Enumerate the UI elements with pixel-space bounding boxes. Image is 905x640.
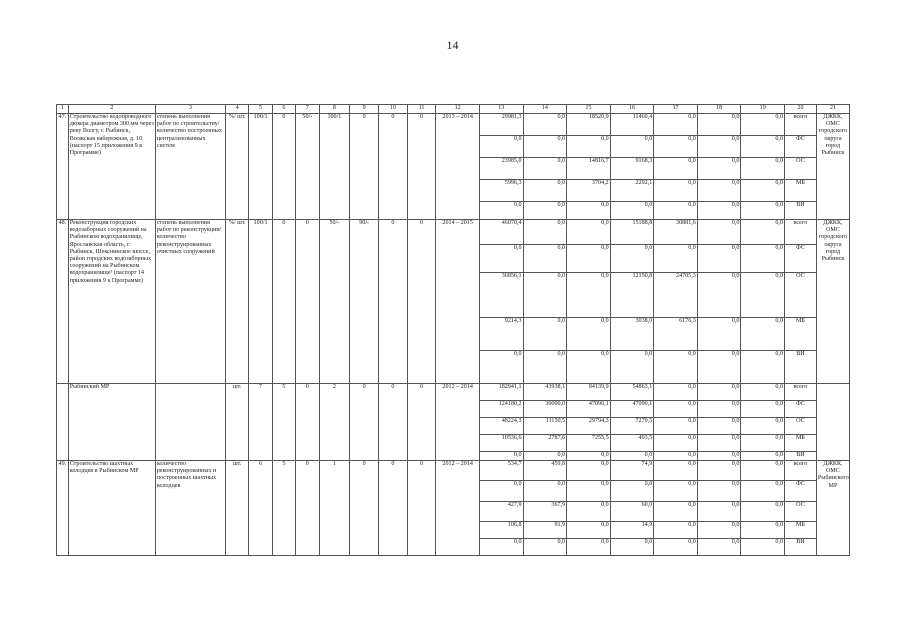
amount-cell: 0,0 bbox=[697, 401, 741, 418]
amount-cell: 367,9 bbox=[523, 502, 567, 522]
amount-cell: 0,0 bbox=[654, 136, 698, 158]
amount-cell: 106,8 bbox=[479, 522, 523, 539]
amount-cell: 7255,5 bbox=[567, 435, 611, 452]
amount-cell: 0,0 bbox=[697, 452, 741, 461]
amount-cell: 0,0 bbox=[567, 502, 611, 522]
amount-cell: 0,0 bbox=[654, 245, 698, 273]
column-number: 2 bbox=[68, 105, 155, 114]
amount-cell: 0,0 bbox=[654, 481, 698, 502]
amount-cell: 0,0 bbox=[567, 522, 611, 539]
amount-cell: 0,0 bbox=[741, 452, 785, 461]
amount-cell: 0,0 bbox=[697, 461, 741, 481]
amount-cell: 0,0 bbox=[567, 539, 611, 556]
amount-cell: 0,0 bbox=[567, 245, 611, 273]
executor-cell: ДЖКК, ОМС Рыбинского МР bbox=[816, 461, 849, 556]
indicator-name: количество реконструированных и построенных шахтных колодцев bbox=[155, 461, 225, 556]
amount-cell: 11460,4 bbox=[610, 114, 654, 136]
amount-cell: 0,0 bbox=[697, 384, 741, 401]
amount-cell: 48224,3 bbox=[479, 418, 523, 435]
amount-cell: 0,0 bbox=[479, 351, 523, 384]
value-col-9: 0 bbox=[350, 114, 379, 220]
funding-source: ФС bbox=[785, 245, 817, 273]
value-col-8: 1 bbox=[319, 461, 350, 556]
row-number: 49. bbox=[57, 461, 69, 556]
value-col-7: 0 bbox=[296, 384, 319, 461]
amount-cell: 0,0 bbox=[741, 136, 785, 158]
value-col-10: 0 bbox=[379, 114, 408, 220]
amount-cell: 0,0 bbox=[567, 481, 611, 502]
value-col-10: 0 bbox=[379, 220, 408, 384]
amount-cell: 0,0 bbox=[610, 452, 654, 461]
amount-cell: 0,0 bbox=[523, 202, 567, 220]
executor-cell: ДЖКК, ОМС городского округа город Рыбинск bbox=[816, 220, 849, 384]
amount-cell: 0,0 bbox=[697, 522, 741, 539]
period-cell: 2013 – 2014 bbox=[436, 114, 480, 220]
column-number: 12 bbox=[436, 105, 480, 114]
amount-cell: 0,0 bbox=[697, 502, 741, 522]
amount-cell: 0,0 bbox=[741, 245, 785, 273]
amount-cell: 0,0 bbox=[697, 539, 741, 556]
value-col-11: 0 bbox=[407, 114, 436, 220]
amount-cell: 0,0 bbox=[610, 481, 654, 502]
amount-cell: 0,0 bbox=[741, 522, 785, 539]
value-col-5: 7 bbox=[249, 384, 272, 461]
amount-cell: 0,0 bbox=[697, 180, 741, 202]
value-col-9: 0 bbox=[350, 461, 379, 556]
amount-cell: 29981,3 bbox=[479, 114, 523, 136]
amount-cell: 182941,1 bbox=[479, 384, 523, 401]
amount-cell: 0,0 bbox=[479, 245, 523, 273]
column-number: 7 bbox=[296, 105, 319, 114]
amount-cell: 5996,3 bbox=[479, 180, 523, 202]
funding-source: всего bbox=[785, 114, 817, 136]
amount-cell: 11150,5 bbox=[523, 418, 567, 435]
measure-name: Реконструкция городских водозаборных сооружений на Рыбинском водохранилище, Ярославская область, г. Рыбинск, Шекснинское шоссе, район городских водозаборных сооружений на Рыбинском водохранилище¹ (паспорт 14 приложения 9 к Программе) bbox=[68, 220, 155, 384]
amount-cell: 2787,6 bbox=[523, 435, 567, 452]
amount-cell: 23985,0 bbox=[479, 158, 523, 180]
amount-cell: 0,0 bbox=[741, 351, 785, 384]
value-col-11: 0 bbox=[407, 220, 436, 384]
amount-cell: 30881,6 bbox=[654, 220, 698, 245]
amount-cell: 29794,3 bbox=[567, 418, 611, 435]
amount-cell: 47090,1 bbox=[610, 401, 654, 418]
indicator-name bbox=[155, 384, 225, 461]
amount-cell: 0,0 bbox=[741, 418, 785, 435]
column-number: 15 bbox=[567, 105, 611, 114]
amount-cell: 0,0 bbox=[741, 158, 785, 180]
program-table bbox=[56, 104, 850, 556]
funding-source: МБ bbox=[785, 435, 817, 452]
amount-cell: 0,0 bbox=[523, 245, 567, 273]
amount-cell: 0,0 bbox=[697, 273, 741, 318]
amount-cell: 0,0 bbox=[610, 351, 654, 384]
amount-cell: 60,0 bbox=[610, 502, 654, 522]
amount-cell: 0,0 bbox=[479, 481, 523, 502]
amount-cell: 0,0 bbox=[697, 435, 741, 452]
amount-cell: 124180,2 bbox=[479, 401, 523, 418]
amount-cell: 0,0 bbox=[697, 136, 741, 158]
amount-cell: 46070,4 bbox=[479, 220, 523, 245]
amount-cell: 0,0 bbox=[523, 136, 567, 158]
amount-cell: 0,0 bbox=[567, 202, 611, 220]
column-number: 18 bbox=[697, 105, 741, 114]
amount-cell: 0,0 bbox=[697, 245, 741, 273]
amount-cell: 0,0 bbox=[479, 136, 523, 158]
column-number: 3 bbox=[155, 105, 225, 114]
period-cell: 2014 – 2015 bbox=[436, 220, 480, 384]
amount-cell: 7279,5 bbox=[610, 418, 654, 435]
amount-cell: 0,0 bbox=[654, 502, 698, 522]
amount-cell: 0,0 bbox=[697, 114, 741, 136]
amount-cell: 0,0 bbox=[654, 158, 698, 180]
funding-source: ФС bbox=[785, 481, 817, 502]
amount-cell: 0,0 bbox=[654, 401, 698, 418]
amount-cell: 0,0 bbox=[741, 502, 785, 522]
amount-cell: 15188,8 bbox=[610, 220, 654, 245]
column-number: 9 bbox=[350, 105, 379, 114]
value-col-5: 6 bbox=[249, 461, 272, 556]
value-col-5: 100/1 bbox=[249, 220, 272, 384]
amount-cell: 0,0 bbox=[567, 273, 611, 318]
executor-cell bbox=[816, 384, 849, 461]
amount-cell: 30000,0 bbox=[523, 401, 567, 418]
amount-cell: 0,0 bbox=[523, 180, 567, 202]
funding-source: всего bbox=[785, 384, 817, 401]
amount-cell: 0,0 bbox=[479, 452, 523, 461]
amount-cell: 0,0 bbox=[697, 481, 741, 502]
amount-cell: 0,0 bbox=[741, 273, 785, 318]
amount-cell: 0,0 bbox=[741, 481, 785, 502]
table-row bbox=[57, 114, 850, 136]
amount-cell: 9168,3 bbox=[610, 158, 654, 180]
funding-source: ВИ bbox=[785, 452, 817, 461]
period-cell: 2012 – 2014 bbox=[436, 384, 480, 461]
amount-cell: 0,0 bbox=[523, 158, 567, 180]
amount-cell: 0,0 bbox=[654, 180, 698, 202]
row-number bbox=[57, 384, 69, 461]
amount-cell: 0,0 bbox=[697, 220, 741, 245]
value-col-9: 0 bbox=[350, 384, 379, 461]
amount-cell: 0,0 bbox=[654, 452, 698, 461]
indicator-name: степень выполнения работ по строительству/ количество построенных централизованных систем bbox=[155, 114, 225, 220]
amount-cell: 0,0 bbox=[523, 351, 567, 384]
amount-cell: 0,0 bbox=[741, 384, 785, 401]
amount-cell: 24705,3 bbox=[654, 273, 698, 318]
amount-cell: 0,0 bbox=[697, 351, 741, 384]
column-number: 5 bbox=[249, 105, 272, 114]
executor-cell: ДЖКК, ОМС городского округа город Рыбинск bbox=[816, 114, 849, 220]
amount-cell: 0,0 bbox=[654, 202, 698, 220]
amount-cell: 3704,2 bbox=[567, 180, 611, 202]
indicator-name: степень выполнения работ по реконструкции/ количество реконструированных очистных сооружений bbox=[155, 220, 225, 384]
amount-cell: 0,0 bbox=[567, 351, 611, 384]
amount-cell: 14816,7 bbox=[567, 158, 611, 180]
amount-cell: 0,0 bbox=[479, 202, 523, 220]
column-number: 1 bbox=[57, 105, 69, 114]
funding-source: ВИ bbox=[785, 202, 817, 220]
table-row bbox=[57, 384, 850, 401]
unit-cell: %/ шт. bbox=[226, 114, 249, 220]
amount-cell: 0,0 bbox=[697, 158, 741, 180]
funding-source: ОС bbox=[785, 418, 817, 435]
funding-source: ОС bbox=[785, 158, 817, 180]
column-number: 20 bbox=[785, 105, 817, 114]
amount-cell: 0,0 bbox=[741, 202, 785, 220]
column-number-row bbox=[57, 105, 850, 114]
measure-name: Рыбинский МР bbox=[68, 384, 155, 461]
value-col-8: 50/- bbox=[319, 220, 350, 384]
funding-source: ВИ bbox=[785, 351, 817, 384]
amount-cell: 0,0 bbox=[654, 539, 698, 556]
value-col-6: 0 bbox=[272, 114, 295, 220]
amount-cell: 43938,1 bbox=[523, 384, 567, 401]
amount-cell: 0,0 bbox=[697, 318, 741, 351]
column-number: 21 bbox=[816, 105, 849, 114]
column-number: 6 bbox=[272, 105, 295, 114]
amount-cell: 0,0 bbox=[523, 114, 567, 136]
amount-cell: 0,0 bbox=[654, 522, 698, 539]
value-col-7: 0 bbox=[296, 220, 319, 384]
amount-cell: 10536,6 bbox=[479, 435, 523, 452]
column-number: 10 bbox=[379, 105, 408, 114]
amount-cell: 14,9 bbox=[610, 522, 654, 539]
amount-cell: 0,0 bbox=[654, 351, 698, 384]
amount-cell: 0,0 bbox=[523, 452, 567, 461]
amount-cell: 2292,1 bbox=[610, 180, 654, 202]
column-number: 19 bbox=[741, 105, 785, 114]
amount-cell: 493,5 bbox=[610, 435, 654, 452]
column-number: 17 bbox=[654, 105, 698, 114]
funding-source: всего bbox=[785, 461, 817, 481]
amount-cell: 47090,1 bbox=[567, 401, 611, 418]
amount-cell: 0,0 bbox=[741, 539, 785, 556]
table-row bbox=[57, 461, 850, 481]
amount-cell: 0,0 bbox=[567, 136, 611, 158]
amount-cell: 0,0 bbox=[654, 418, 698, 435]
amount-cell: 0,0 bbox=[741, 114, 785, 136]
funding-source: всего bbox=[785, 220, 817, 245]
column-number: 13 bbox=[479, 105, 523, 114]
value-col-6: 5 bbox=[272, 384, 295, 461]
amount-cell: 3038,0 bbox=[610, 318, 654, 351]
amount-cell: 0,0 bbox=[567, 318, 611, 351]
amount-cell: 0,0 bbox=[697, 418, 741, 435]
value-col-7: 0 bbox=[296, 461, 319, 556]
amount-cell: 0,0 bbox=[610, 539, 654, 556]
value-col-6: 0 bbox=[272, 220, 295, 384]
amount-cell: 0,0 bbox=[741, 401, 785, 418]
value-col-11: 0 bbox=[407, 461, 436, 556]
column-number: 16 bbox=[610, 105, 654, 114]
funding-source: МБ bbox=[785, 180, 817, 202]
funding-source: ФС bbox=[785, 401, 817, 418]
amount-cell: 0,0 bbox=[610, 202, 654, 220]
amount-cell: 0,0 bbox=[654, 461, 698, 481]
amount-cell: 0,0 bbox=[697, 202, 741, 220]
amount-cell: 74,9 bbox=[610, 461, 654, 481]
unit-cell: шт. bbox=[226, 384, 249, 461]
column-number: 14 bbox=[523, 105, 567, 114]
amount-cell: 54863,1 bbox=[610, 384, 654, 401]
row-number: 48. bbox=[57, 220, 69, 384]
measure-name: Строительство шахтных колодцев в Рыбинском МР bbox=[68, 461, 155, 556]
unit-cell: %/ шт. bbox=[226, 220, 249, 384]
period-cell: 2012 – 2014 bbox=[436, 461, 480, 556]
funding-source: ОС bbox=[785, 502, 817, 522]
amount-cell: 91,9 bbox=[523, 522, 567, 539]
table-row bbox=[57, 220, 850, 245]
value-col-6: 5 bbox=[272, 461, 295, 556]
amount-cell: 6176,3 bbox=[654, 318, 698, 351]
value-col-8: 100/1 bbox=[319, 114, 350, 220]
funding-source: МБ bbox=[785, 522, 817, 539]
amount-cell: 0,0 bbox=[741, 180, 785, 202]
unit-cell: шт. bbox=[226, 461, 249, 556]
amount-cell: 0,0 bbox=[523, 318, 567, 351]
amount-cell: 18520,9 bbox=[567, 114, 611, 136]
amount-cell: 0,0 bbox=[610, 136, 654, 158]
amount-cell: 0,0 bbox=[567, 461, 611, 481]
value-col-7: 50/- bbox=[296, 114, 319, 220]
value-col-10: 0 bbox=[379, 461, 408, 556]
amount-cell: 0,0 bbox=[567, 452, 611, 461]
amount-cell: 0,0 bbox=[523, 481, 567, 502]
column-number: 11 bbox=[407, 105, 436, 114]
amount-cell: 0,0 bbox=[654, 435, 698, 452]
amount-cell: 0,0 bbox=[654, 114, 698, 136]
amount-cell: 9214,3 bbox=[479, 318, 523, 351]
amount-cell: 427,9 bbox=[479, 502, 523, 522]
amount-cell: 0,0 bbox=[741, 318, 785, 351]
amount-cell: 0,0 bbox=[741, 435, 785, 452]
funding-source: ОС bbox=[785, 273, 817, 318]
amount-cell: 36856,1 bbox=[479, 273, 523, 318]
amount-cell: 84139,9 bbox=[567, 384, 611, 401]
table-body bbox=[57, 105, 850, 556]
page-number: 14 bbox=[446, 38, 459, 52]
column-number: 4 bbox=[226, 105, 249, 114]
column-number: 8 bbox=[319, 105, 350, 114]
amount-cell: 0,0 bbox=[741, 220, 785, 245]
amount-cell: 0,0 bbox=[567, 220, 611, 245]
value-col-10: 0 bbox=[379, 384, 408, 461]
amount-cell: 0,0 bbox=[523, 539, 567, 556]
amount-cell: 534,7 bbox=[479, 461, 523, 481]
amount-cell: 0,0 bbox=[741, 461, 785, 481]
value-col-5: 100/1 bbox=[249, 114, 272, 220]
value-col-9: 90/- bbox=[350, 220, 379, 384]
amount-cell: 0,0 bbox=[654, 384, 698, 401]
funding-source: ФС bbox=[785, 136, 817, 158]
row-number: 47. bbox=[57, 114, 69, 220]
amount-cell: 0,0 bbox=[523, 220, 567, 245]
amount-cell: 12150,8 bbox=[610, 273, 654, 318]
value-col-11: 0 bbox=[407, 384, 436, 461]
value-col-8: 2 bbox=[319, 384, 350, 461]
funding-source: МБ bbox=[785, 318, 817, 351]
amount-cell: 459,8 bbox=[523, 461, 567, 481]
measure-name: Строительство водопроводного дюкера диаметром 300 мм через реку Волгу, г. Рыбинск, Волжская набережная, д. 10 (паспорт 15 приложения 9 к Программе) bbox=[68, 114, 155, 220]
funding-source: ВИ bbox=[785, 539, 817, 556]
amount-cell: 0,0 bbox=[523, 273, 567, 318]
amount-cell: 0,0 bbox=[610, 245, 654, 273]
amount-cell: 0,0 bbox=[479, 539, 523, 556]
